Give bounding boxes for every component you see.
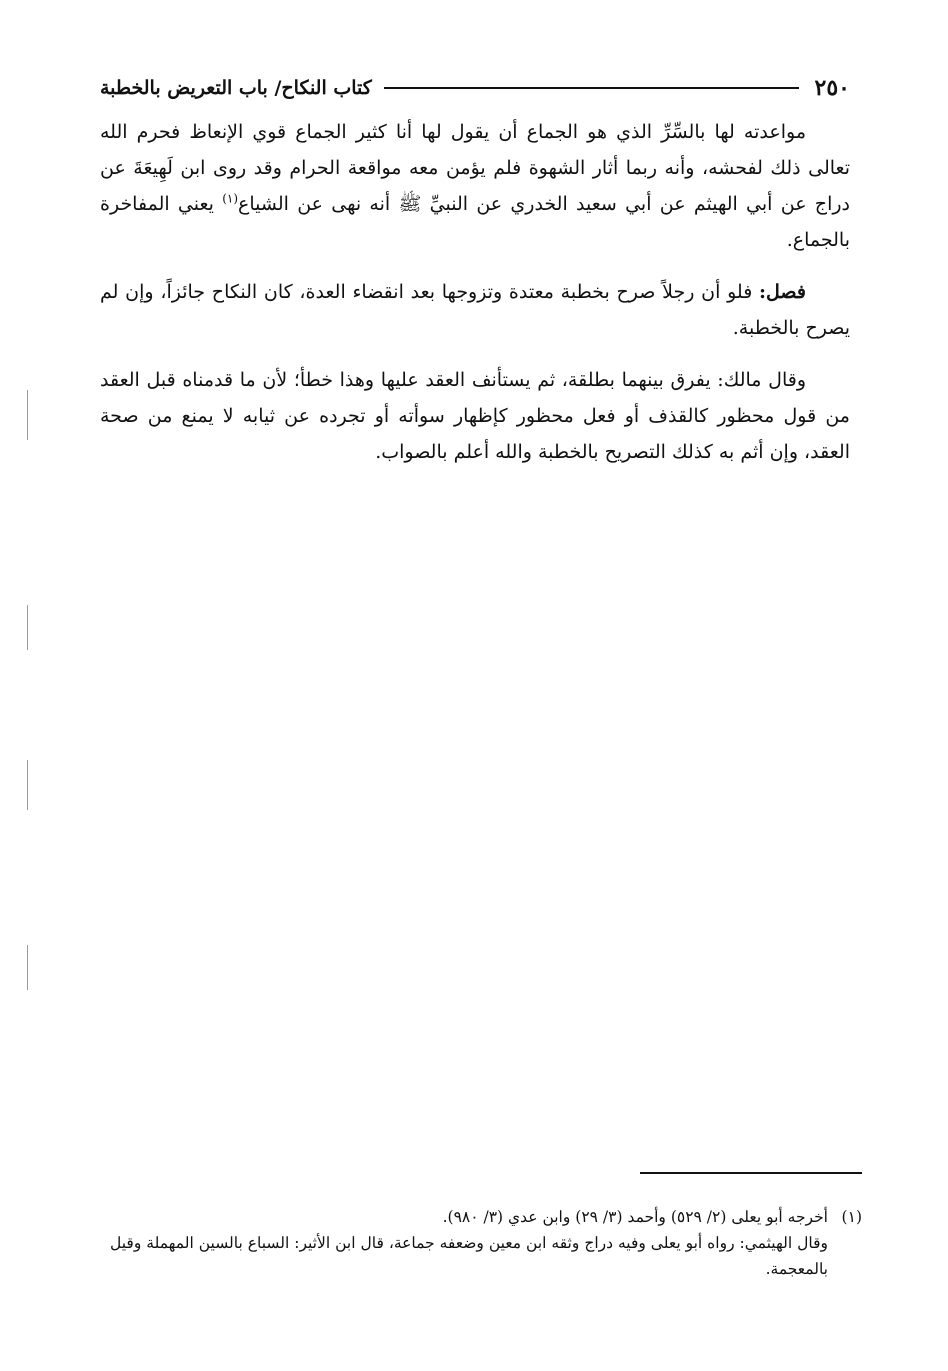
running-title: كتاب النكاح/ باب التعريض بالخطبة (100, 77, 372, 99)
paragraph (100, 114, 850, 258)
footnotes (110, 1204, 862, 1282)
footnote-item (110, 1204, 862, 1230)
scan-margin-mark (27, 945, 28, 990)
paragraph (100, 274, 850, 346)
section-label: فصل: (759, 281, 806, 303)
scan-margin-mark (27, 760, 28, 810)
footnote-divider (640, 1172, 862, 1174)
scan-margin-mark (27, 390, 28, 440)
page-number: ٢٥٠ (814, 75, 850, 101)
footnote-text: أخرجه أبو يعلى (٢/ ٥٢٩) وأحمد (٣/ ٢٩) وابن عدي (٣/ ٩٨٠). (442, 1208, 828, 1226)
paragraph-text: مواعدته لها بالسِّرِّ الذي هو الجماع أن يقول لها أنا كثير الجماع قوي الإنعاظ فحرم الله تعالى ذلك لفحشه، وأنه ربما أثار الشهوة فلم يؤمن معه مواقعة الحرام وقد روى ابن لَهِيعَةَ عن دراج عن أبي الهيثم عن أبي سعيد الخدري عن النبيِّ ﷺ أنه نهى عن الشياع (100, 121, 850, 215)
footnote-number: (١) (841, 1208, 862, 1226)
paragraph-text-tail: يعني المفاخرة بالجماع. (100, 193, 850, 251)
header-rule (384, 87, 799, 89)
page-header (100, 70, 850, 106)
footnote-continuation: وقال الهيثمي: رواه أبو يعلى وفيه دراج وثقه ابن معين وضعفه جماعة، قال ابن الأثير: السباع بالسين المهملة وقيل بالمعجمة. (110, 1234, 828, 1278)
main-text (100, 114, 850, 486)
scan-margin-mark (27, 605, 28, 650)
paragraph (100, 362, 850, 470)
paragraph-text: وقال مالك: يفرق بينهما بطلقة، ثم يستأنف العقد عليها وهذا خطأ؛ لأن ما قدمناه قبل العقد من قول محظور كالقذف أو فعل محظور كإظهار سوأته أو تجرده عن ثيابه لا يمنع من صحة العقد، وإن أثم به كذلك التصريح بالخطبة والله أعلم بالصواب. (100, 369, 850, 463)
paragraph-text: فلو أن رجلاً صرح بخطبة معتدة وتزوجها بعد انقضاء العدة، كان النكاح جائزاً، وإن لم يصرح بالخطبة. (100, 281, 850, 339)
footnote-reference[interactable]: (١) (222, 191, 239, 206)
